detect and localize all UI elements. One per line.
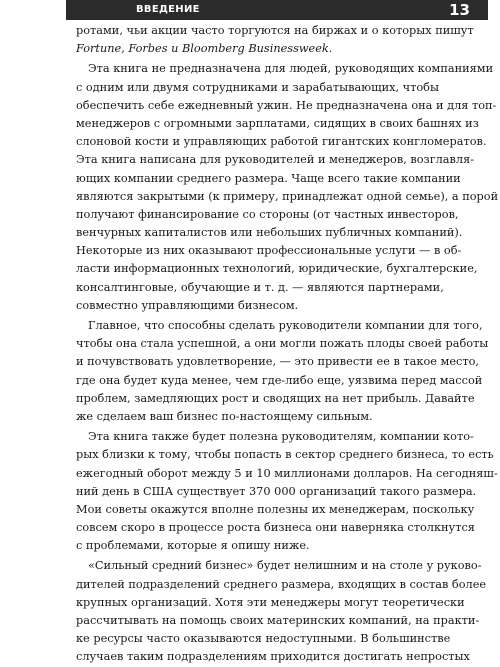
text-line: ротами, чьи акции часто торгуются на биржах и о которых пишут <box>76 24 474 37</box>
text-line: совсем скоро в процессе роста бизнеса они наверняка столкнутся <box>76 521 475 535</box>
text-line: «Сильный средний бизнес» будет нелишним и на столе у руково- <box>88 559 482 573</box>
body-text <box>76 22 499 667</box>
text-line: рых близки к тому, чтобы попасть в сектор среднего бизнеса, то есть <box>76 448 494 462</box>
text-line: и почувствовать удовлетворение, — это привести ее в такое место, <box>76 355 479 369</box>
text-line: ке ресурсы часто оказываются недоступными. В большинстве <box>76 632 451 646</box>
text-line: случаев таким подразделениям приходится достигать непростых <box>76 650 470 664</box>
text-line: венчурных капиталистов или небольших публичных компаний). <box>76 226 463 240</box>
text-line: Эта книга не предназначена для людей, руководящих компаниями <box>88 62 494 76</box>
text-line: проблем, замедляющих рост и сводящих на нет прибыль. Давайте <box>76 391 475 405</box>
text-line: дителей подразделений среднего размера, входящих в состав более <box>76 577 487 591</box>
running-header <box>66 0 488 20</box>
text-line: ласти информационных технологий, юридические, бухгалтерские, <box>76 262 478 276</box>
text-line: с одним или двумя сотрудниками и зарабатывающих, чтобы <box>76 80 439 94</box>
text-line: ющих компании среднего размера. Чаще всего такие компании <box>76 171 461 185</box>
paragraph <box>76 22 480 58</box>
text-line: ежегодный оборот между 5 и 10 миллионами долларов. На сегодняш- <box>76 466 498 480</box>
text-line: Эта книга написана для руководителей и менеджеров, возглавля- <box>76 153 475 167</box>
text-line: Некоторые из них оказывают профессиональные услуги — в об- <box>76 244 462 258</box>
text-line: совместно управляющими бизнесом. <box>76 298 299 312</box>
text-line: Мои советы окажутся вполне полезны их менеджерам, поскольку <box>76 502 475 516</box>
text-line: чтобы она стала успешной, а они могли пожать плоды своей работы <box>76 337 489 351</box>
text-line <box>76 40 480 58</box>
text-line: менеджеров с огромными зарплатами, сидящих в своих башнях из <box>76 116 479 130</box>
paragraph <box>76 317 489 426</box>
page-number: 13 <box>449 1 470 19</box>
text-line: слоновой кости и управляющих работой гигантских конгломератов. <box>76 135 487 149</box>
text-line: крупных организаций. Хотя эти менеджеры могут теоретически <box>76 595 465 609</box>
text-line: ний день в США существует 370 000 организаций такого размера. <box>76 484 477 498</box>
text-line: получают финансирование со стороны (от частных инвесторов, <box>76 207 459 221</box>
text-line: где она будет куда менее, чем где-либо еще, уязвима перед массой <box>76 373 483 387</box>
text-line: консалтинговые, обучающие и т. д. — являются партнерами, <box>76 280 444 294</box>
text-line: являются закрытыми (к примеру, принадлежат одной семье), а порой <box>76 189 499 203</box>
section-title: ВВЕДЕНИЕ <box>136 4 200 15</box>
italic-publications: Fortune, Forbes и Bloomberg Businessweek. <box>76 42 333 56</box>
text-line: с проблемами, которые я опишу ниже. <box>76 539 310 553</box>
text-line: рассчитывать на помощь своих материнских компаний, на практи- <box>76 614 480 627</box>
text-line: же сделаем ваш бизнес по-настоящему сильным. <box>76 409 373 423</box>
paragraph <box>76 428 498 555</box>
paragraph <box>76 60 499 315</box>
text-line: Эта книга также будет полезна руководителям, компании кото- <box>88 430 474 444</box>
paragraph <box>76 557 487 666</box>
text-line: Главное, что способны сделать руководители компании для того, <box>88 319 483 332</box>
text-line: обеспечить себе ежедневный ужин. Не предназначена она и для топ- <box>76 98 497 112</box>
